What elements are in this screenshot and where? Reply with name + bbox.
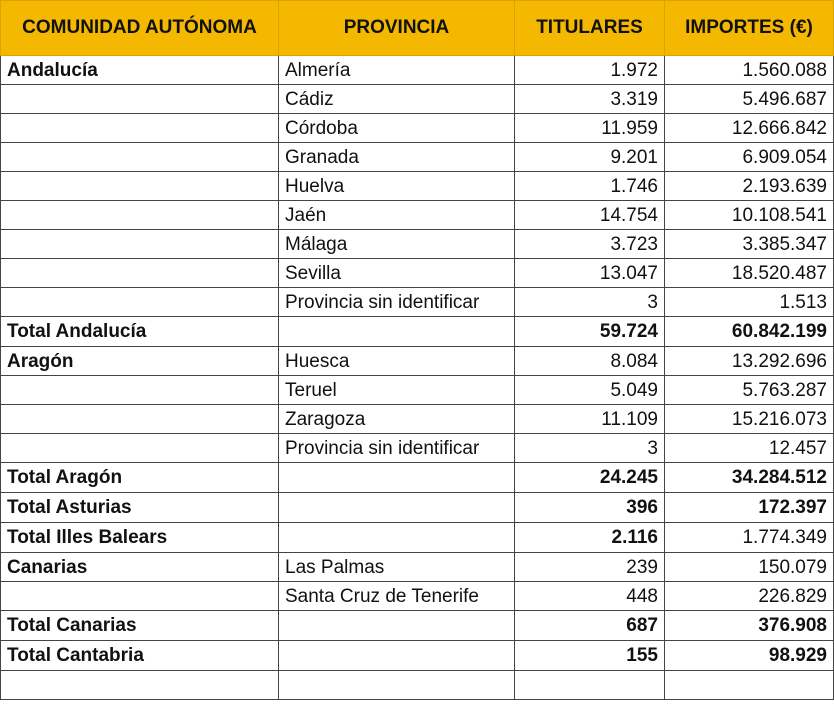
cell-importes: 12.457 xyxy=(665,434,834,463)
cell-comunidad: Total Illes Balears xyxy=(1,523,279,553)
total-row xyxy=(1,463,834,493)
cell-provincia: Santa Cruz de Tenerife xyxy=(279,582,515,611)
cell-provincia: Las Palmas xyxy=(279,553,515,582)
cell-importes: 1.513 xyxy=(665,288,834,317)
cell-provincia xyxy=(279,493,515,523)
cell-importes: 13.292.696 xyxy=(665,347,834,376)
cell-comunidad xyxy=(1,434,279,463)
table-body xyxy=(1,56,834,700)
cell-comunidad: Total Cantabria xyxy=(1,641,279,671)
cell-provincia: Provincia sin identificar xyxy=(279,288,515,317)
total-row xyxy=(1,611,834,641)
cell-provincia xyxy=(279,523,515,553)
cell-importes: 1.560.088 xyxy=(665,56,834,85)
cell-importes: 12.666.842 xyxy=(665,114,834,143)
cell-titulares: 11.959 xyxy=(515,114,665,143)
table-row xyxy=(1,172,834,201)
cell-comunidad xyxy=(1,143,279,172)
cell-titulares: 13.047 xyxy=(515,259,665,288)
cell-importes: 1.774.349 xyxy=(665,523,834,553)
cell-comunidad xyxy=(1,288,279,317)
table-row xyxy=(1,553,834,582)
cell-titulares: 239 xyxy=(515,553,665,582)
header-comunidad: COMUNIDAD AUTÓNOMA xyxy=(1,1,279,56)
cell-importes: 5.496.687 xyxy=(665,85,834,114)
cell-comunidad xyxy=(1,259,279,288)
cell-comunidad: Aragón xyxy=(1,347,279,376)
cell-comunidad: Total Aragón xyxy=(1,463,279,493)
table-row xyxy=(1,201,834,230)
cell-titulares: 2.116 xyxy=(515,523,665,553)
table-row xyxy=(1,405,834,434)
cell-comunidad: Andalucía xyxy=(1,56,279,85)
total-row xyxy=(1,641,834,671)
cell-comunidad xyxy=(1,114,279,143)
cell-titulares: 59.724 xyxy=(515,317,665,347)
cell-importes: 34.284.512 xyxy=(665,463,834,493)
cell-importes: 60.842.199 xyxy=(665,317,834,347)
cell-importes: 10.108.541 xyxy=(665,201,834,230)
table-header xyxy=(1,1,834,56)
cell-titulares: 8.084 xyxy=(515,347,665,376)
cell-comunidad xyxy=(1,582,279,611)
table-row xyxy=(1,114,834,143)
total-row xyxy=(1,523,834,553)
table-row xyxy=(1,230,834,259)
cell-importes: 18.520.487 xyxy=(665,259,834,288)
cell-provincia: Huelva xyxy=(279,172,515,201)
cell-provincia xyxy=(279,671,515,700)
table-row xyxy=(1,288,834,317)
header-row xyxy=(1,1,834,56)
cell-titulares: 3.319 xyxy=(515,85,665,114)
cell-provincia: Almería xyxy=(279,56,515,85)
cell-titulares: 1.972 xyxy=(515,56,665,85)
cell-titulares: 155 xyxy=(515,641,665,671)
cell-importes xyxy=(665,671,834,700)
cell-comunidad xyxy=(1,85,279,114)
cell-comunidad xyxy=(1,230,279,259)
cell-titulares: 396 xyxy=(515,493,665,523)
cell-importes: 15.216.073 xyxy=(665,405,834,434)
cell-provincia: Cádiz xyxy=(279,85,515,114)
cell-comunidad: Total Andalucía xyxy=(1,317,279,347)
header-importes: IMPORTES (€) xyxy=(665,1,834,56)
cell-comunidad xyxy=(1,376,279,405)
table-row xyxy=(1,56,834,85)
cell-importes: 150.079 xyxy=(665,553,834,582)
cell-titulares xyxy=(515,671,665,700)
cell-comunidad xyxy=(1,671,279,700)
total-row xyxy=(1,493,834,523)
cell-comunidad: Total Canarias xyxy=(1,611,279,641)
cell-importes: 226.829 xyxy=(665,582,834,611)
cell-provincia: Jaén xyxy=(279,201,515,230)
cell-provincia: Málaga xyxy=(279,230,515,259)
cell-titulares: 5.049 xyxy=(515,376,665,405)
cell-provincia: Sevilla xyxy=(279,259,515,288)
table-row xyxy=(1,434,834,463)
cell-titulares: 3 xyxy=(515,288,665,317)
table-row xyxy=(1,85,834,114)
cell-importes: 6.909.054 xyxy=(665,143,834,172)
cell-provincia: Córdoba xyxy=(279,114,515,143)
total-row xyxy=(1,317,834,347)
cell-importes: 5.763.287 xyxy=(665,376,834,405)
cell-provincia xyxy=(279,317,515,347)
cell-titulares: 9.201 xyxy=(515,143,665,172)
cell-titulares: 3 xyxy=(515,434,665,463)
cell-titulares: 3.723 xyxy=(515,230,665,259)
cell-titulares: 11.109 xyxy=(515,405,665,434)
table-row xyxy=(1,143,834,172)
cell-comunidad: Total Asturias xyxy=(1,493,279,523)
table-row xyxy=(1,582,834,611)
cell-importes: 2.193.639 xyxy=(665,172,834,201)
header-provincia: PROVINCIA xyxy=(279,1,515,56)
cell-provincia xyxy=(279,611,515,641)
cell-importes: 172.397 xyxy=(665,493,834,523)
table-row xyxy=(1,347,834,376)
cell-titulares: 14.754 xyxy=(515,201,665,230)
cell-provincia: Granada xyxy=(279,143,515,172)
cell-comunidad xyxy=(1,201,279,230)
cell-provincia: Zaragoza xyxy=(279,405,515,434)
cell-comunidad xyxy=(1,405,279,434)
cell-titulares: 687 xyxy=(515,611,665,641)
cell-comunidad xyxy=(1,172,279,201)
cell-comunidad: Canarias xyxy=(1,553,279,582)
table-row xyxy=(1,671,834,700)
cell-importes: 376.908 xyxy=(665,611,834,641)
cell-provincia: Provincia sin identificar xyxy=(279,434,515,463)
cell-importes: 3.385.347 xyxy=(665,230,834,259)
cell-provincia: Huesca xyxy=(279,347,515,376)
cell-importes: 98.929 xyxy=(665,641,834,671)
cell-provincia xyxy=(279,463,515,493)
cell-titulares: 448 xyxy=(515,582,665,611)
table-row xyxy=(1,259,834,288)
cell-provincia: Teruel xyxy=(279,376,515,405)
cell-provincia xyxy=(279,641,515,671)
table-row xyxy=(1,376,834,405)
cell-titulares: 24.245 xyxy=(515,463,665,493)
header-titulares: TITULARES xyxy=(515,1,665,56)
cell-titulares: 1.746 xyxy=(515,172,665,201)
